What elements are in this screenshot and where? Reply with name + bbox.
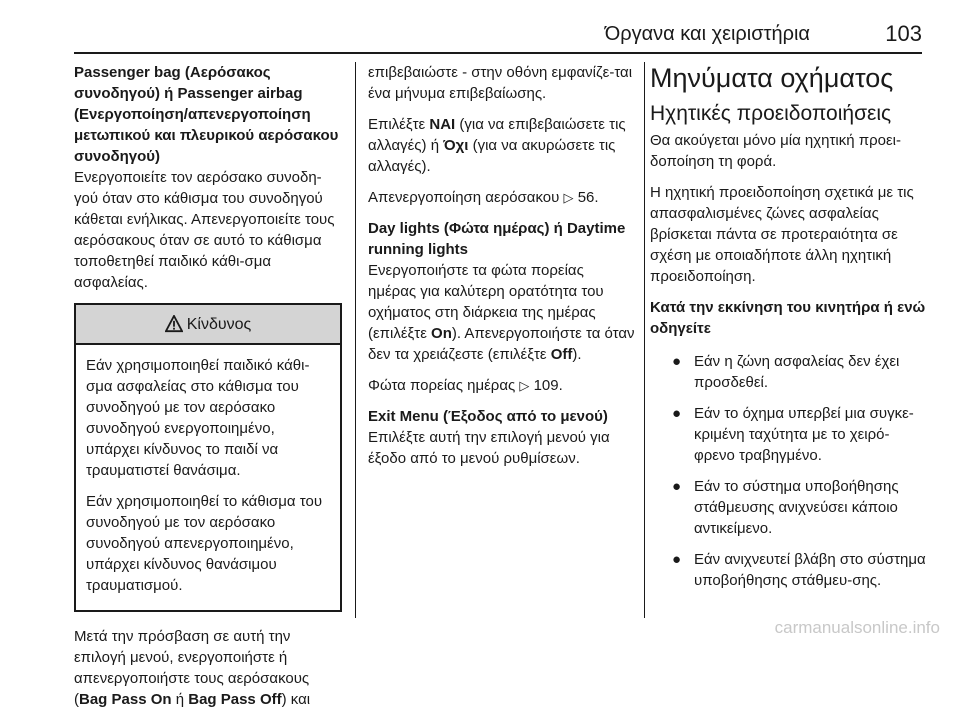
section-heading-exit-menu: Exit Menu (Έξοδος από το μενού): [368, 408, 608, 425]
bullet-icon: ●: [672, 478, 682, 495]
subsection-title-audible-warnings: Ηχητικές προειδοποιήσεις: [650, 102, 892, 125]
section-heading-passenger-bag: Passenger bag (Αερόσακος συνοδηγού) ή Passenger airbag (Ενεργοποίηση/απενεργοποίηση μετωπικού και πλευρικού αερόσακου συνοδηγού): [74, 64, 339, 165]
paragraph-confirm: επιβεβαιώστε - στην οθόνη εμφανίζε-ται ένα μήνυμα επιβεβαίωσης.: [368, 64, 633, 102]
list-item: ● Εάν ανιχνευτεί βλάβη στο σύστημα υποβοήθησης στάθμευ-σης.: [672, 551, 926, 589]
bullet-icon: ●: [672, 353, 682, 370]
warning-header: [76, 305, 340, 345]
column-divider-right: [644, 62, 645, 618]
section-title-vehicle-messages: Μηνύματα οχήματος: [650, 63, 894, 93]
header-title: Όργανα και χειριστήρια: [604, 23, 810, 45]
watermark: carmanualsonline.info: [774, 618, 940, 637]
page-reference-arrow-icon: ▷: [519, 378, 530, 393]
warning-conditions-list: [650, 351, 926, 591]
option-off: Off: [550, 346, 573, 363]
column-middle: [368, 62, 636, 479]
paragraph-passenger-bag: Ενεργοποιείτε τον αερόσακο συνοδη-γού όταν στο κάθισμα του συνοδηγού κάθεται ενήλικας. Απενεργοποιείτε τους αερόσακους όταν σε αυτό το κάθισμα τοποθετηθεί παιδικό κάθι-σμα ασφαλείας.: [74, 169, 335, 291]
section-heading-engine-start: Κατά την εκκίνηση του κινητήρα ή ενώ οδηγείτε: [650, 299, 926, 337]
warning-paragraph-2: Εάν χρησιμοποιηθεί το κάθισμα του συνοδηγού με τον αερόσακο συνοδηγού απενεργοποιημένο, υπάρχει κίνδυνος θανάσιμου τραυματισμού.: [86, 493, 323, 594]
bullet-icon: ●: [672, 551, 682, 568]
option-on: On: [431, 325, 452, 342]
list-item: ● Εάν το όχημα υπερβεί μια συγκε-κριμένη ταχύτητα με το χειρό-φρενο τραβηγμένο.: [672, 405, 914, 464]
column-divider-left: [355, 62, 356, 618]
list-item: ● Εάν το σύστημα υποβοήθησης στάθμευσης ανιχνεύσει κάποιο αντικείμενο.: [672, 478, 899, 537]
warning-box: [74, 303, 342, 612]
paragraph-one-warning: Θα ακούγεται μόνο μία ηχητική προει-δοποίηση τη φορά.: [650, 132, 901, 170]
option-bag-pass-on: Bag Pass On: [79, 691, 172, 708]
column-left: [74, 62, 342, 720]
option-bag-pass-off: Bag Pass Off: [188, 691, 282, 708]
paragraph-exit-menu: Επιλέξτε αυτή την επιλογή μενού για έξοδο από το μενού ρυθμίσεων.: [368, 429, 610, 467]
column-right: [650, 62, 926, 601]
warning-body: [76, 345, 340, 610]
warning-title: Κίνδυνος: [186, 315, 252, 333]
cross-reference-airbag: Απενεργοποίηση αερόσακου ▷ 56.: [368, 189, 599, 206]
option-yes: ΝΑΙ: [429, 116, 456, 133]
option-no: Όχι: [443, 137, 469, 154]
paragraph-bag-pass: Μετά την πρόσβαση σε αυτή την επιλογή μενού, ενεργοποιήστε ή απενεργοποιήστε τους αερόσακους (Bag Pass On ή Bag Pass Off) και: [74, 628, 311, 708]
paragraph-seat-belt-priority: Η ηχητική προειδοποίηση σχετικά με τις απασφαλισμένες ζώνες ασφαλείας βρίσκεται πάντα σε προτεραιότητα σε σχέση με οποιαδήποτε άλλη ηχητική προειδοποίηση.: [650, 184, 914, 285]
paragraph-select-yes-no: Επιλέξτε ΝΑΙ (για να επιβεβαιώσετε τις αλλαγές) ή Όχι (για να ακυρώσετε τις αλλαγές).: [368, 116, 626, 175]
page-header: [74, 10, 922, 54]
section-heading-day-lights: Day lights (Φώτα ημέρας) ή Daytime running lights: [368, 220, 626, 258]
bullet-icon: ●: [672, 405, 682, 422]
page-reference-arrow-icon: ▷: [563, 190, 574, 205]
cross-reference-day-lights: Φώτα πορείας ημέρας ▷ 109.: [368, 377, 563, 394]
paragraph-day-lights: Ενεργοποιήστε τα φώτα πορείας ημέρας για καλύτερη ορατότητα του οχήματος στη διάρκεια της ημέρας (επιλέξτε On). Απενεργοποιήστε τα όταν δεν τα χρειάζεστε (επιλέξτε Off).: [368, 262, 635, 363]
warning-triangle-icon: [165, 315, 183, 333]
list-item: ● Εάν η ζώνη ασφαλείας δεν έχει προσδεθεί.: [672, 353, 900, 391]
page-number: 103: [885, 21, 922, 46]
warning-paragraph-1: Εάν χρησιμοποιηθεί παιδικό κάθι-σμα ασφαλείας στο κάθισμα του συνοδηγού με τον αερόσακο συνοδηγού ενεργοποιημένο, υπάρχει κίνδυνος το παιδί να τραυματιστεί θανάσιμα.: [86, 357, 310, 479]
